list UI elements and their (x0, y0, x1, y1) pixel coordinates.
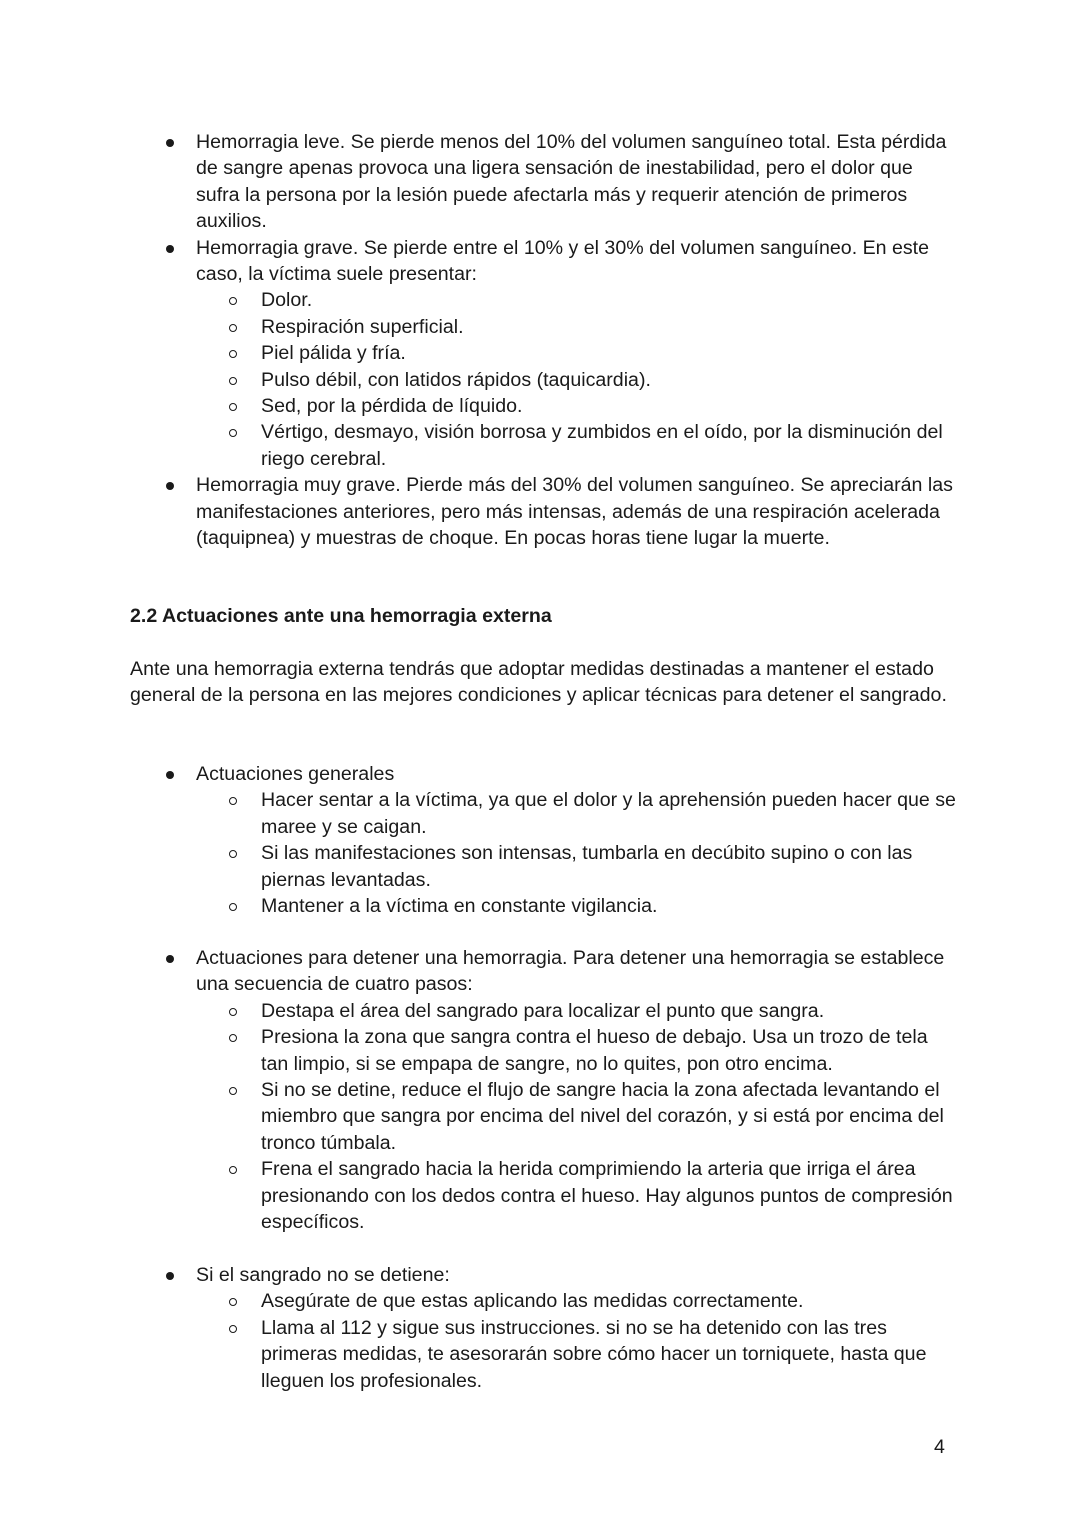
general-action-item: Mantener a la víctima en constante vigilancia. (0, 893, 956, 919)
not-stopping-title: Si el sangrado no se detiene: (0, 1262, 956, 1288)
symptom-item: Respiración superficial. (0, 314, 956, 340)
list-item-grave: Hemorragia grave. Se pierde entre el 10% y el 30% del volumen sanguíneo. En este caso, la víctima suele presentar: (0, 235, 956, 288)
stop-step-item: Destapa el área del sangrado para localizar el punto que sangra. (0, 998, 956, 1024)
not-stopping-item: Asegúrate de que estas aplicando las medidas correctamente. (0, 1288, 956, 1314)
symptom-item: Vértigo, desmayo, visión borrosa y zumbidos en el oído, por la disminución del riego cerebral. (0, 419, 956, 472)
general-actions-title: Actuaciones generales (0, 761, 956, 787)
not-stopping-item: Llama al 112 y sigue sus instrucciones. si no se ha detenido con las tres primeras medidas, te asesorarán sobre cómo hacer un torniquete, hasta que lleguen los profesionales. (0, 1315, 956, 1394)
severity-list (0, 129, 1080, 552)
stop-step-item: Presiona la zona que sangra contra el hueso de debajo. Usa un trozo de tela tan limpio, si se empapa de sangre, no lo quites, pon otro encima. (0, 1024, 956, 1077)
symptom-sublist (0, 287, 1080, 472)
general-actions (0, 761, 1080, 919)
symptom-item: Pulso débil, con latidos rápidos (taquicardia). (0, 367, 956, 393)
general-action-item: Si las manifestaciones son intensas, tumbarla en decúbito supino o con las piernas levantadas. (0, 840, 956, 893)
symptom-item: Dolor. (0, 287, 956, 313)
page-number: 4 (934, 1436, 945, 1458)
section-heading: 2.2 Actuaciones ante una hemorragia externa (130, 605, 552, 627)
intro-paragraph: Ante una hemorragia externa tendrás que adoptar medidas destinadas a mantener el estado general de la persona en las mejores condiciones y aplicar técnicas para detener el sangrado. (130, 658, 947, 707)
list-item-leve: Hemorragia leve. Se pierde menos del 10% del volumen sanguíneo total. Esta pérdida de sangre apenas provoca una ligera sensación de inestabilidad, pero el dolor que sufra la persona por la lesión puede afectarla más y requerir atención de primeros auxilios. (0, 129, 956, 235)
not-stopping-actions (0, 1262, 1080, 1394)
stop-step-item: Frena el sangrado hacia la herida comprimiendo la arteria que irriga el área presionando con los dedos contra el hueso. Hay algunos puntos de compresión específicos. (0, 1156, 956, 1235)
stop-bleeding-title: Actuaciones para detener una hemorragia. Para detener una hemorragia se establece una secuencia de cuatro pasos: (0, 945, 956, 998)
stop-bleeding-actions (0, 945, 1080, 1235)
list-item-muy-grave: Hemorragia muy grave. Pierde más del 30% del volumen sanguíneo. Se apreciarán las manifestaciones anteriores, pero más intensas, además de una respiración acelerada (taquipnea) y muestras de choque. En pocas horas tiene lugar la muerte. (0, 472, 956, 551)
symptom-item: Piel pálida y fría. (0, 340, 956, 366)
general-action-item: Hacer sentar a la víctima, ya que el dolor y la aprehensión pueden hacer que se maree y se caigan. (0, 787, 956, 840)
symptom-item: Sed, por la pérdida de líquido. (0, 393, 956, 419)
stop-step-item: Si no se detine, reduce el flujo de sangre hacia la zona afectada levantando el miembro que sangra por encima del nivel del corazón, y si está por encima del tronco túmbala. (0, 1077, 956, 1156)
